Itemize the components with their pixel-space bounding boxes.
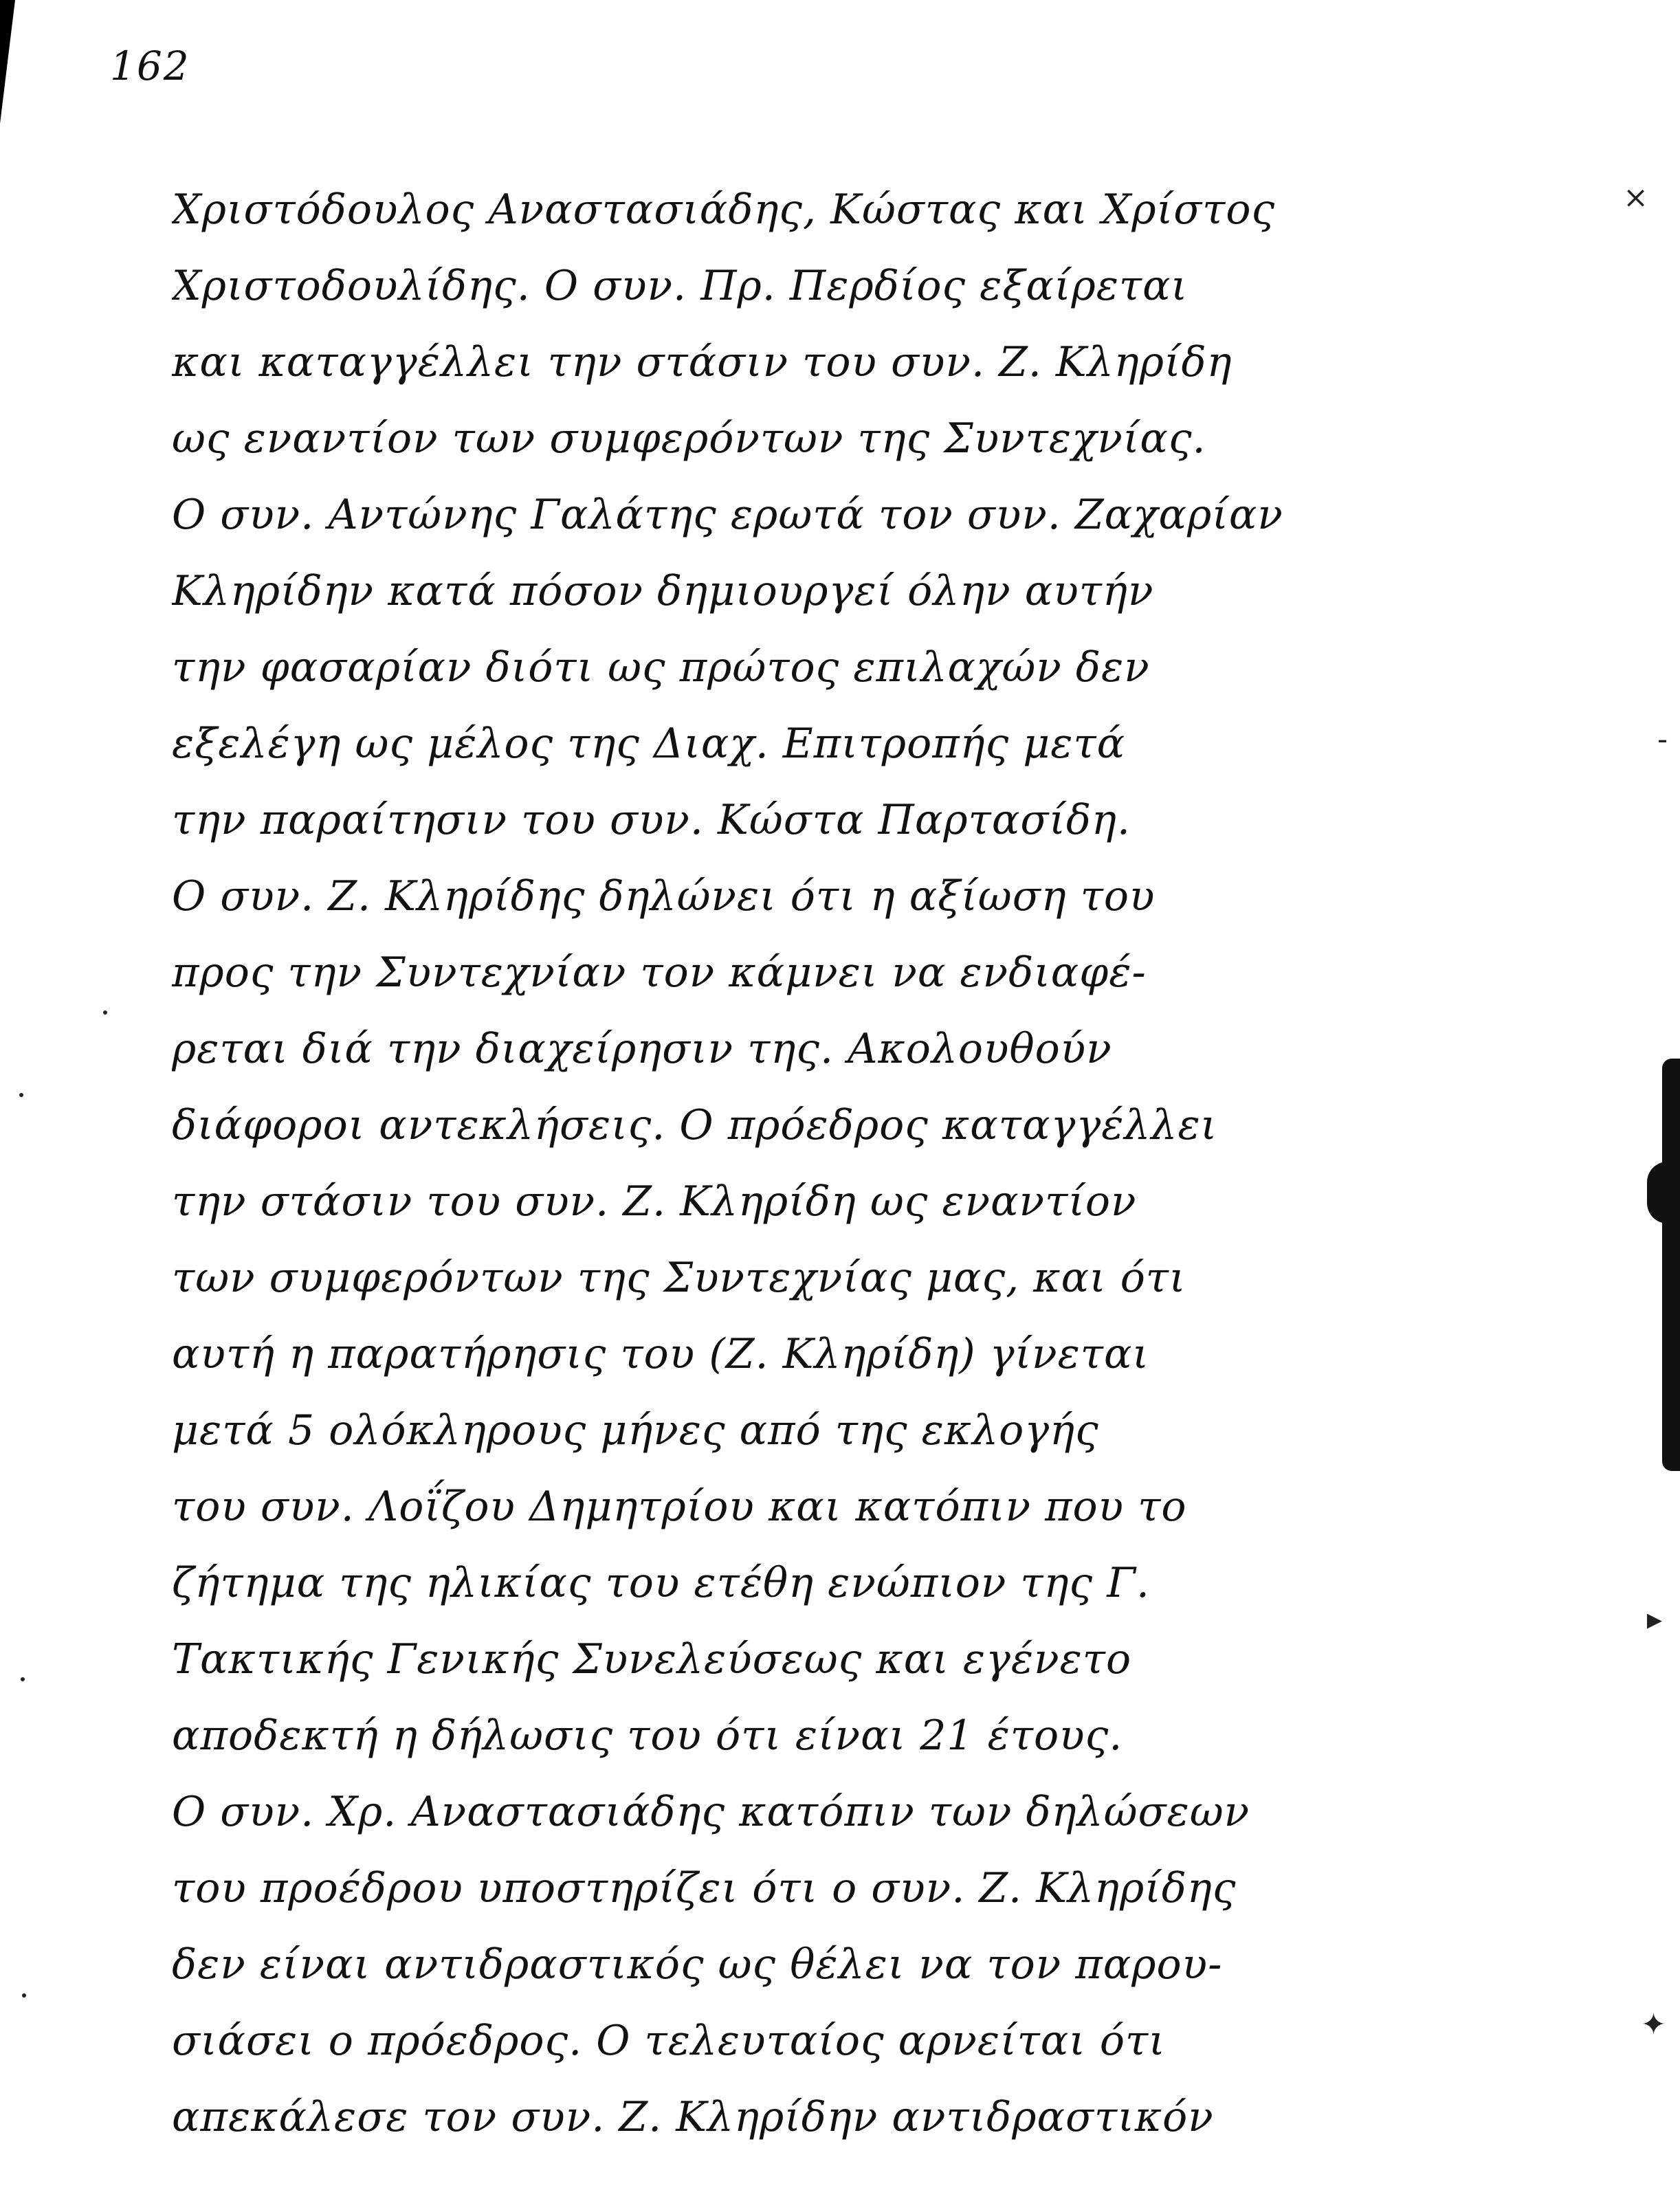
text-line: αυτή η παρατήρησις του (Ζ. Κληρίδη) γίνεται [172, 1330, 1150, 1378]
text-line: ρεται διά την διαχείρησιν της. Ακολουθούν [172, 1025, 1112, 1073]
text-line: των συμφερόντων της Συντεχνίας μας, και ότι [172, 1254, 1186, 1302]
text-line: μετά 5 ολόκληρους μήνες από της εκλογής [172, 1406, 1099, 1455]
ink-speck [103, 1010, 107, 1015]
text-line: Τακτικής Γενικής Συνελεύσεως και εγένετο [172, 1635, 1132, 1683]
text-line: Ο συν. Ζ. Κληρίδης δηλώνει ότι η αξίωση του [172, 872, 1156, 920]
margin-dash-mark: - [1657, 722, 1668, 757]
text-line: προς την Συντεχνίαν τον κάμνει να ενδιαφέ- [172, 949, 1147, 997]
scan-edge [0, 0, 15, 124]
ink-speck [19, 1093, 23, 1097]
text-line: την φασαρίαν διότι ως πρώτος επιλαχών δεν [172, 643, 1150, 692]
text-line: διάφοροι αντεκλήσεις. Ο πρόεδρος καταγγέλλει [172, 1101, 1218, 1149]
margin-star-mark: ✦ [1641, 2007, 1666, 2042]
manuscript-text [172, 172, 1574, 2156]
text-line: του προέδρου υποστηρίζει ότι ο συν. Ζ. Κληρίδης [172, 1864, 1237, 1912]
text-line: δεν είναι αντιδραστικός ως θέλει να τον παρου- [172, 1940, 1223, 1989]
text-line: Χριστόδουλος Αναστασιάδης, Κώστας και Χρίστος [172, 186, 1276, 234]
text-line: ζήτημα της ηλικίας του ετέθη ενώπιον της Γ. [172, 1559, 1150, 1607]
text-line: Χριστοδουλίδης. Ο συν. Πρ. Περδίος εξαίρεται [172, 262, 1189, 310]
text-line: σιάσει ο πρόεδρος. Ο τελευταίος αρνείται ότι [172, 2017, 1166, 2065]
margin-cross-mark: × [1623, 180, 1648, 215]
text-line: την στάσιν του συν. Ζ. Κληρίδη ως εναντίον [172, 1177, 1137, 1226]
ink-speck [21, 1677, 25, 1681]
text-line: την παραίτησιν του συν. Κώστα Παρτασίδη. [172, 796, 1131, 844]
text-line: αποδεκτή η δήλωσις του ότι είναι 21 έτους. [172, 1712, 1123, 1760]
text-line: ως εναντίον των συμφερόντων της Συντεχνίας. [172, 414, 1206, 463]
text-line: απεκάλεσε τον συν. Ζ. Κληρίδην αντιδραστικόν [172, 2093, 1214, 2141]
scan-ink-blot [1662, 1059, 1680, 1471]
text-line: και καταγγέλλει την στάσιν του συν. Ζ. Κληρίδη [172, 338, 1233, 386]
text-line: του συν. Λοΐζου Δημητρίου και κατόπιν που το [172, 1483, 1187, 1531]
text-line: εξελέγη ως μέλος της Διαχ. Επιτροπής μετά [172, 720, 1126, 768]
text-line: Ο συν. Χρ. Αναστασιάδης κατόπιν των δηλώσεων [172, 1788, 1250, 1836]
page-number: 162 [110, 43, 190, 89]
text-line: Κληρίδην κατά πόσον δημιουργεί όλην αυτήν [172, 567, 1154, 615]
scan-ink-blot [1647, 1162, 1680, 1224]
ink-speck [22, 1993, 26, 1998]
margin-arrow-mark: ▸ [1646, 1602, 1662, 1637]
text-line: Ο συν. Αντώνης Γαλάτης ερωτά τον συν. Ζαχαρίαν [172, 491, 1283, 539]
